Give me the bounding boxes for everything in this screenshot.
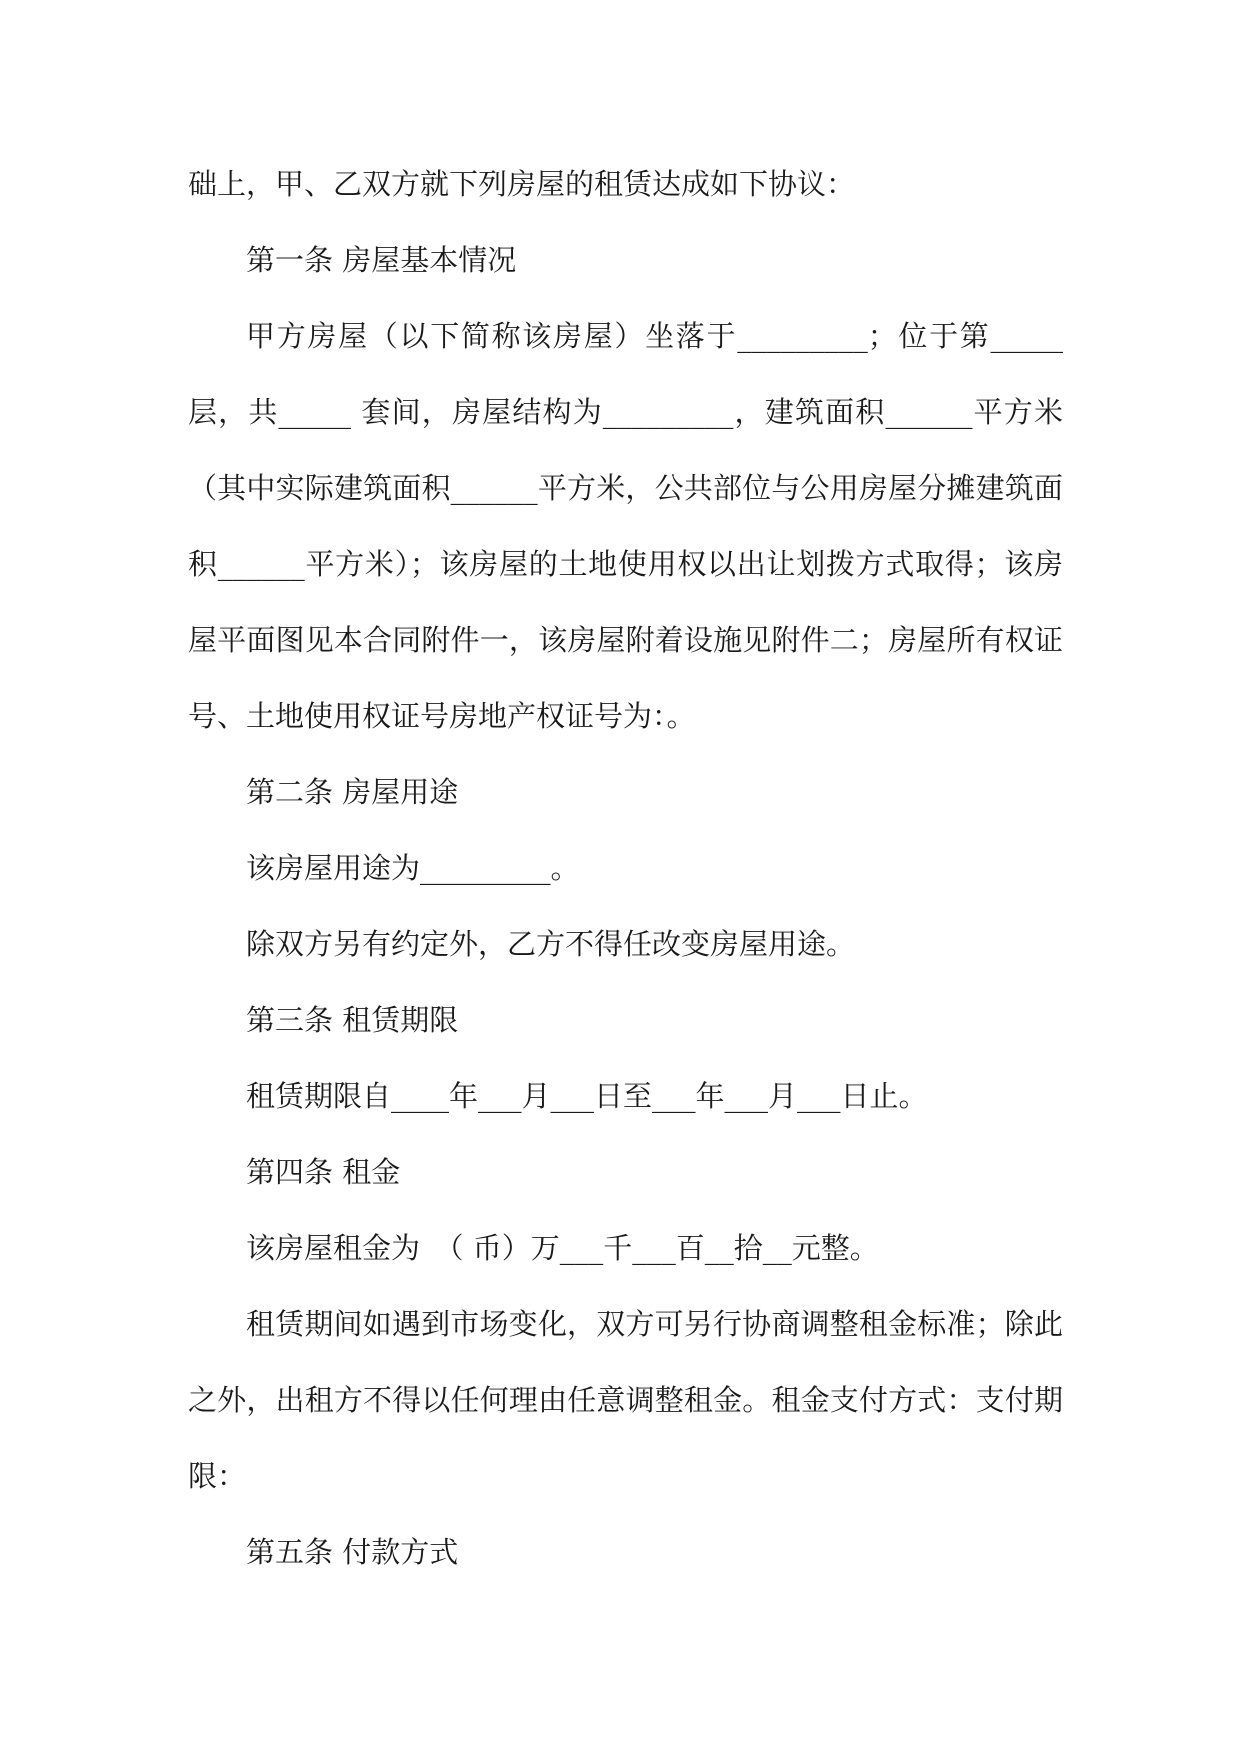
article-3-heading: 第三条 租赁期限 <box>246 1003 459 1037</box>
contract-body <box>188 146 1063 1590</box>
article-5-heading: 第五条 付款方式 <box>246 1535 459 1569</box>
article-1-heading: 第一条 房屋基本情况 <box>246 243 517 277</box>
paragraph-intro-continuation: 础上，甲、乙双方就下列房屋的租赁达成如下协议： <box>188 167 856 201</box>
article-2-usage: 该房屋用途为_________。 <box>246 851 580 885</box>
article-1-body: 甲方房屋（以下简称该房屋）坐落于_________；位于第_____层，共_____ 套间，房屋结构为_________，建筑面积______平方米（其中实际建筑面积______平方米，公共部位与公用房屋分摊建筑面积______平方米）；该房屋的土地使用权以出让划拨方式取得；该房屋平面图见本合同附件一，该房屋附着设施见附件二；房屋所有权证号、土地使用权证号房地产权证号为：。 <box>188 319 1063 733</box>
article-2-restriction: 除双方另有约定外，乙方不得任改变房屋用途。 <box>246 927 856 961</box>
article-3-term: 租赁期限自____年___月___日至___年___月___日止。 <box>246 1079 928 1113</box>
article-4-heading: 第四条 租金 <box>246 1155 401 1189</box>
article-2-heading: 第二条 房屋用途 <box>246 775 459 809</box>
article-4-rent-amount: 该房屋租金为 （ 币）万___千___百__拾__元整。 <box>246 1231 879 1265</box>
article-4-rent-adjustment: 租赁期间如遇到市场变化，双方可另行协商调整租金标准；除此之外，出租方不得以任何理由任意调整租金。租金支付方式：支付期限： <box>188 1307 1063 1493</box>
